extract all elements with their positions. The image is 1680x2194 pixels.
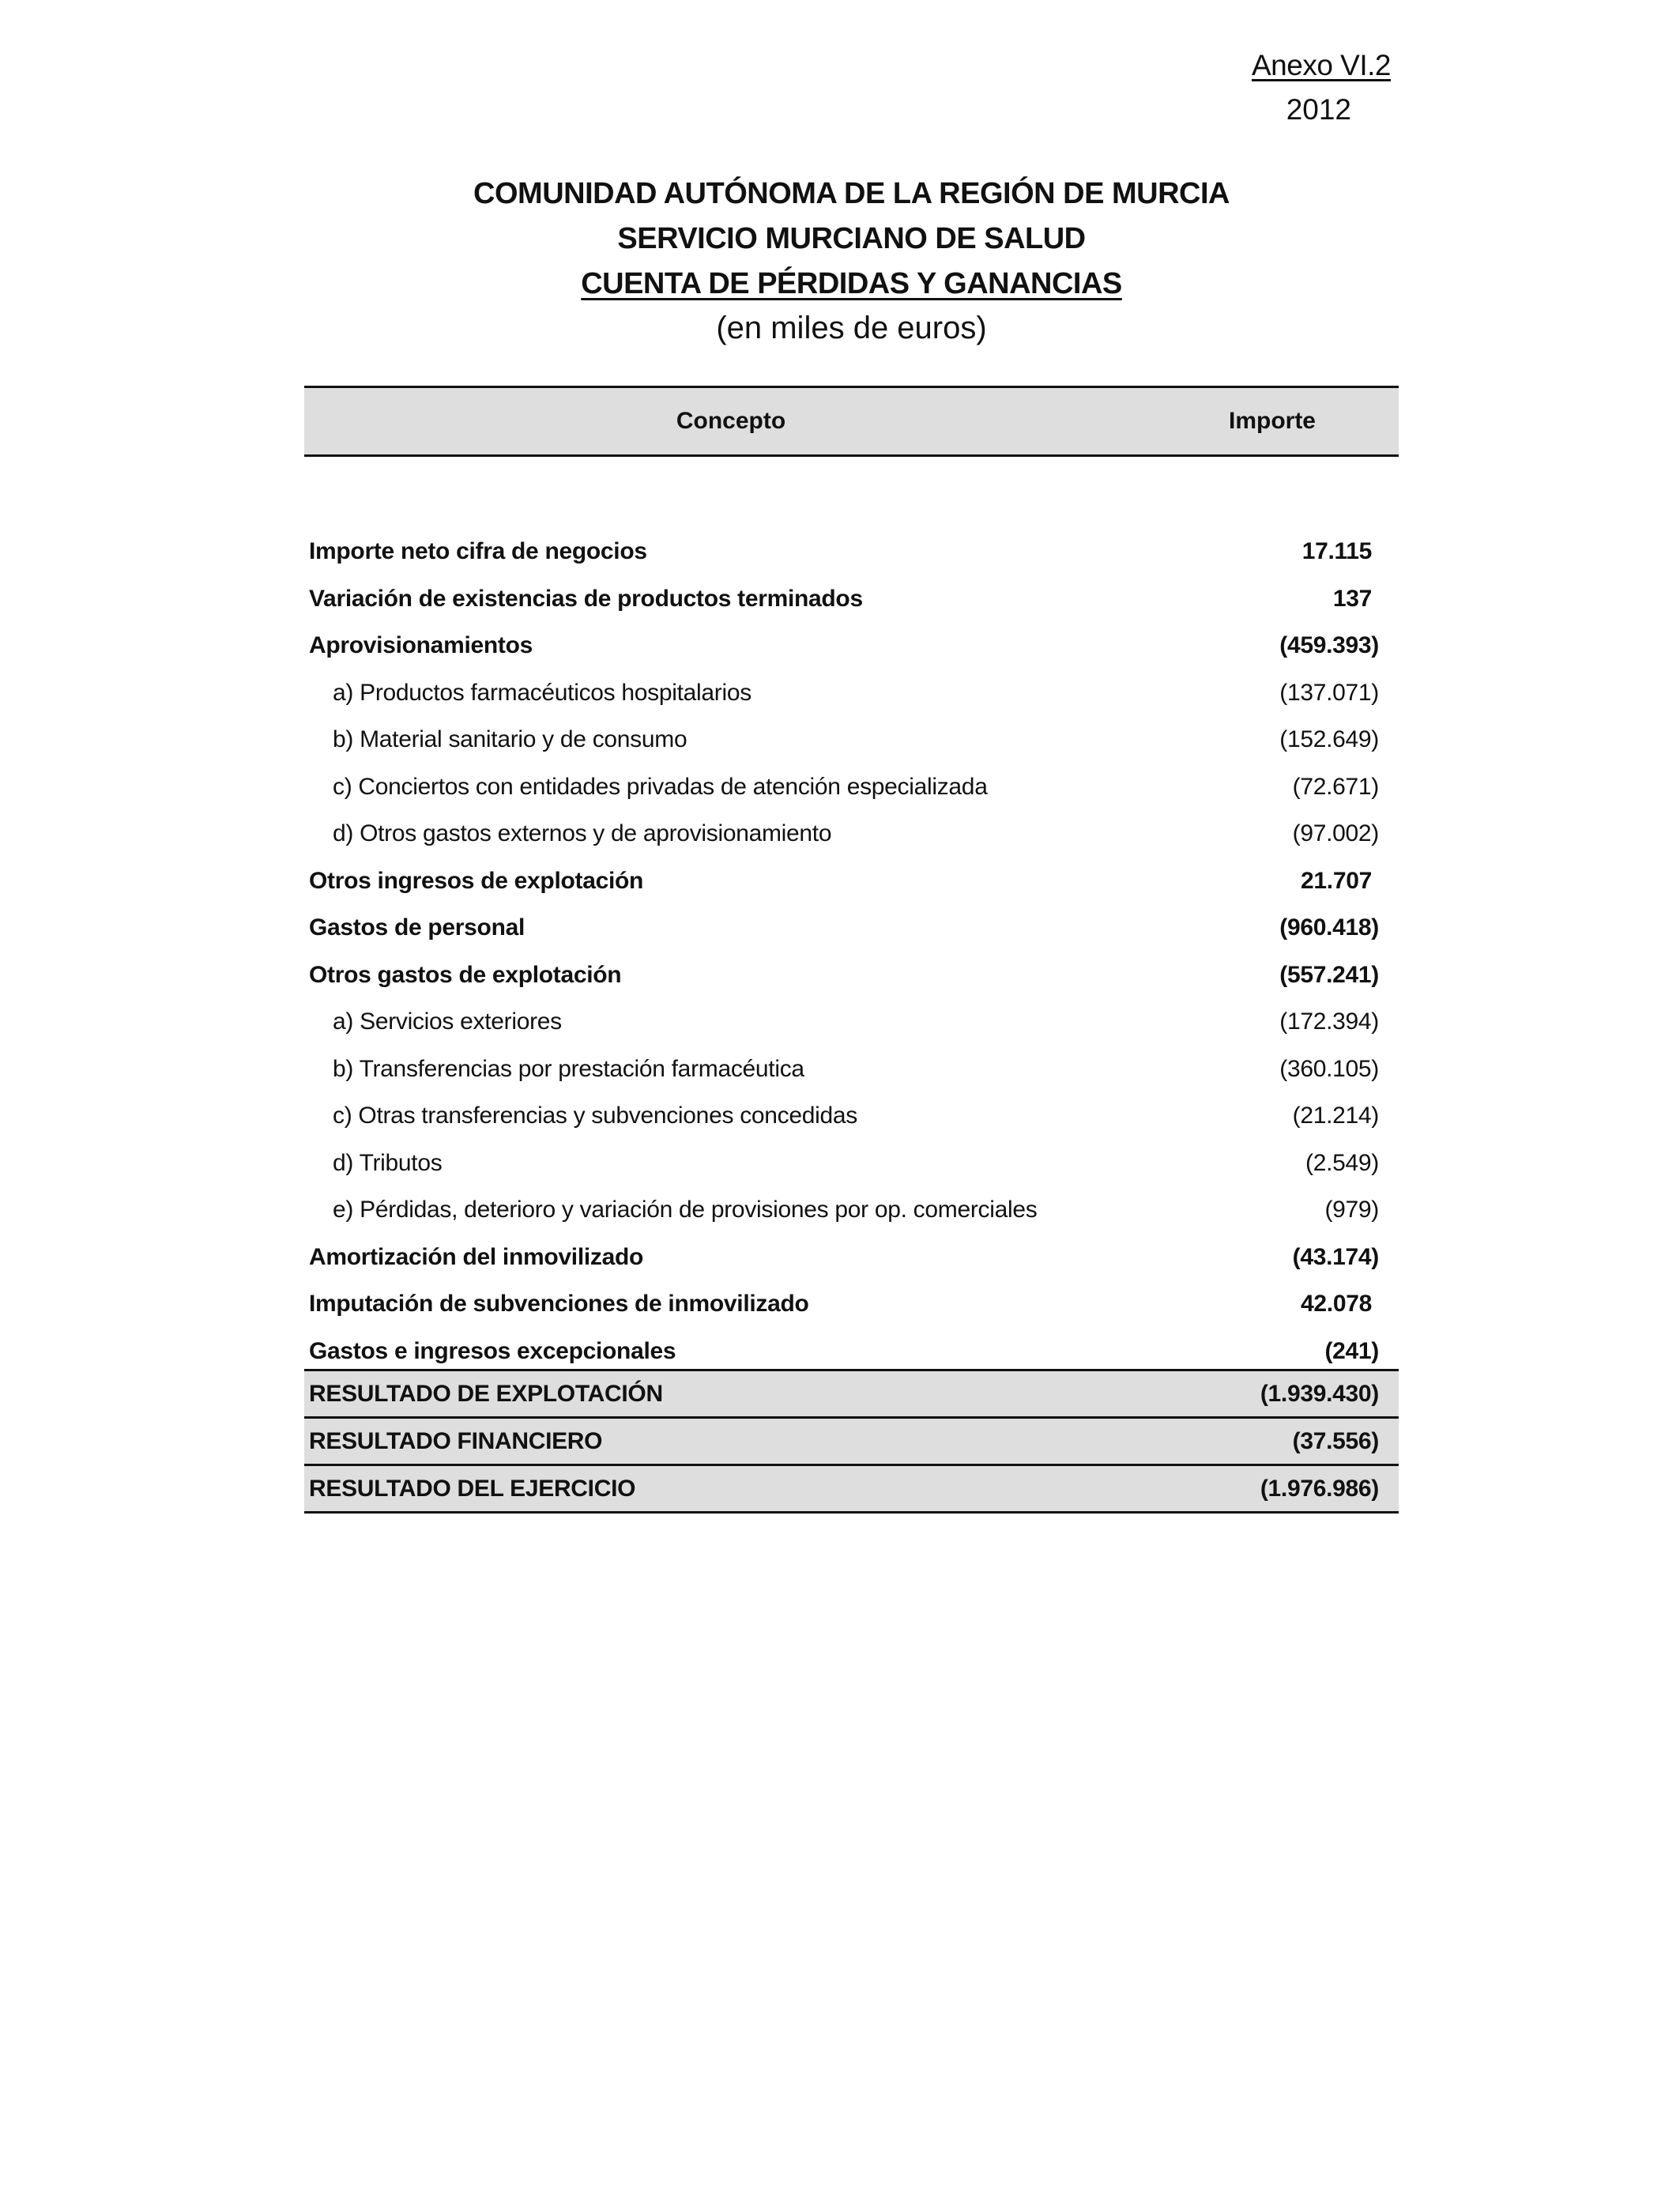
table-body bbox=[304, 528, 1399, 1374]
row-value: (72.671) bbox=[1292, 773, 1379, 800]
table-row bbox=[304, 904, 1399, 952]
row-label: c) Otras transferencias y subvenciones concedidas bbox=[333, 1103, 857, 1129]
table-row bbox=[304, 1280, 1399, 1328]
row-label: b) Transferencias por prestación farmacéutica bbox=[333, 1055, 804, 1082]
row-label: Otros gastos de explotación bbox=[309, 961, 622, 988]
total-row-financiero bbox=[304, 1416, 1399, 1464]
column-header-concepto: Concepto bbox=[676, 408, 786, 434]
row-label: a) Servicios exteriores bbox=[333, 1008, 562, 1035]
total-label: RESULTADO DEL EJERCICIO bbox=[309, 1476, 636, 1502]
total-value: (1.976.986) bbox=[1260, 1476, 1379, 1502]
table-row bbox=[304, 622, 1399, 669]
annex-label: Anexo VI.2 bbox=[1251, 49, 1391, 81]
row-value: (21.214) bbox=[1292, 1103, 1379, 1129]
table-row bbox=[304, 1234, 1399, 1281]
total-row-ejercicio bbox=[304, 1464, 1399, 1514]
row-label: Aprovisionamientos bbox=[309, 632, 533, 658]
total-value: (1.939.430) bbox=[1260, 1381, 1379, 1407]
row-value: (459.393) bbox=[1279, 632, 1379, 658]
row-value: (137.071) bbox=[1279, 679, 1379, 706]
title-service: SERVICIO MURCIANO DE SALUD bbox=[617, 222, 1086, 255]
row-label: Variación de existencias de productos terminados bbox=[309, 585, 863, 612]
row-label: Importe neto cifra de negocios bbox=[309, 538, 647, 564]
total-row-explotacion bbox=[304, 1369, 1399, 1416]
row-value: (43.174) bbox=[1292, 1243, 1379, 1270]
table-row bbox=[304, 1140, 1399, 1187]
row-value: (960.418) bbox=[1279, 914, 1379, 941]
year-label: 2012 bbox=[1286, 93, 1351, 126]
row-value: (360.105) bbox=[1279, 1055, 1379, 1082]
row-label: b) Material sanitario y de consumo bbox=[333, 726, 687, 752]
table-row bbox=[304, 1328, 1399, 1375]
row-value: (241) bbox=[1324, 1337, 1379, 1364]
table-row bbox=[304, 1046, 1399, 1093]
title-statement: CUENTA DE PÉRDIDAS Y GANANCIAS bbox=[581, 267, 1122, 300]
table-row bbox=[304, 763, 1399, 811]
row-label: Imputación de subvenciones de inmovilizado bbox=[309, 1291, 809, 1317]
table-row bbox=[304, 669, 1399, 717]
total-label: RESULTADO FINANCIERO bbox=[309, 1428, 603, 1454]
totals-block bbox=[304, 1369, 1399, 1514]
row-value: (172.394) bbox=[1279, 1008, 1379, 1035]
table-row bbox=[304, 810, 1399, 858]
row-value: 42.078 bbox=[1301, 1291, 1372, 1317]
table-row bbox=[304, 952, 1399, 999]
table-row bbox=[304, 858, 1399, 905]
total-value: (37.556) bbox=[1292, 1428, 1379, 1454]
row-label: e) Pérdidas, deterioro y variación de provisiones por op. comerciales bbox=[333, 1197, 1038, 1223]
row-value: 21.707 bbox=[1301, 867, 1372, 894]
row-value: (152.649) bbox=[1279, 726, 1379, 752]
row-value: (97.002) bbox=[1292, 820, 1379, 846]
column-header-importe: Importe bbox=[1228, 408, 1316, 434]
total-label: RESULTADO DE EXPLOTACIÓN bbox=[309, 1381, 663, 1407]
row-value: 137 bbox=[1332, 585, 1372, 612]
table-row bbox=[304, 716, 1399, 763]
table-row bbox=[304, 575, 1399, 623]
row-value: (557.241) bbox=[1279, 961, 1379, 988]
row-value: (2.549) bbox=[1305, 1149, 1379, 1176]
row-label: d) Tributos bbox=[333, 1149, 443, 1176]
title-community: COMUNIDAD AUTÓNOMA DE LA REGIÓN DE MURCIA bbox=[473, 177, 1230, 210]
row-value: (979) bbox=[1324, 1197, 1379, 1223]
table-header bbox=[304, 386, 1399, 457]
table-row bbox=[304, 1186, 1399, 1234]
row-value: 17.115 bbox=[1301, 538, 1372, 564]
row-label: c) Conciertos con entidades privadas de atención especializada bbox=[333, 773, 988, 800]
row-label: Amortización del inmovilizado bbox=[309, 1243, 644, 1270]
table-row bbox=[304, 998, 1399, 1046]
row-label: Gastos de personal bbox=[309, 914, 525, 941]
row-label: a) Productos farmacéuticos hospitalarios bbox=[333, 679, 751, 706]
row-label: Gastos e ingresos excepcionales bbox=[309, 1337, 676, 1364]
table-row bbox=[304, 1092, 1399, 1140]
row-label: d) Otros gastos externos y de aprovisionamiento bbox=[333, 820, 832, 846]
row-label: Otros ingresos de explotación bbox=[309, 867, 644, 894]
table-row bbox=[304, 528, 1399, 575]
title-units: (en miles de euros) bbox=[716, 311, 987, 345]
